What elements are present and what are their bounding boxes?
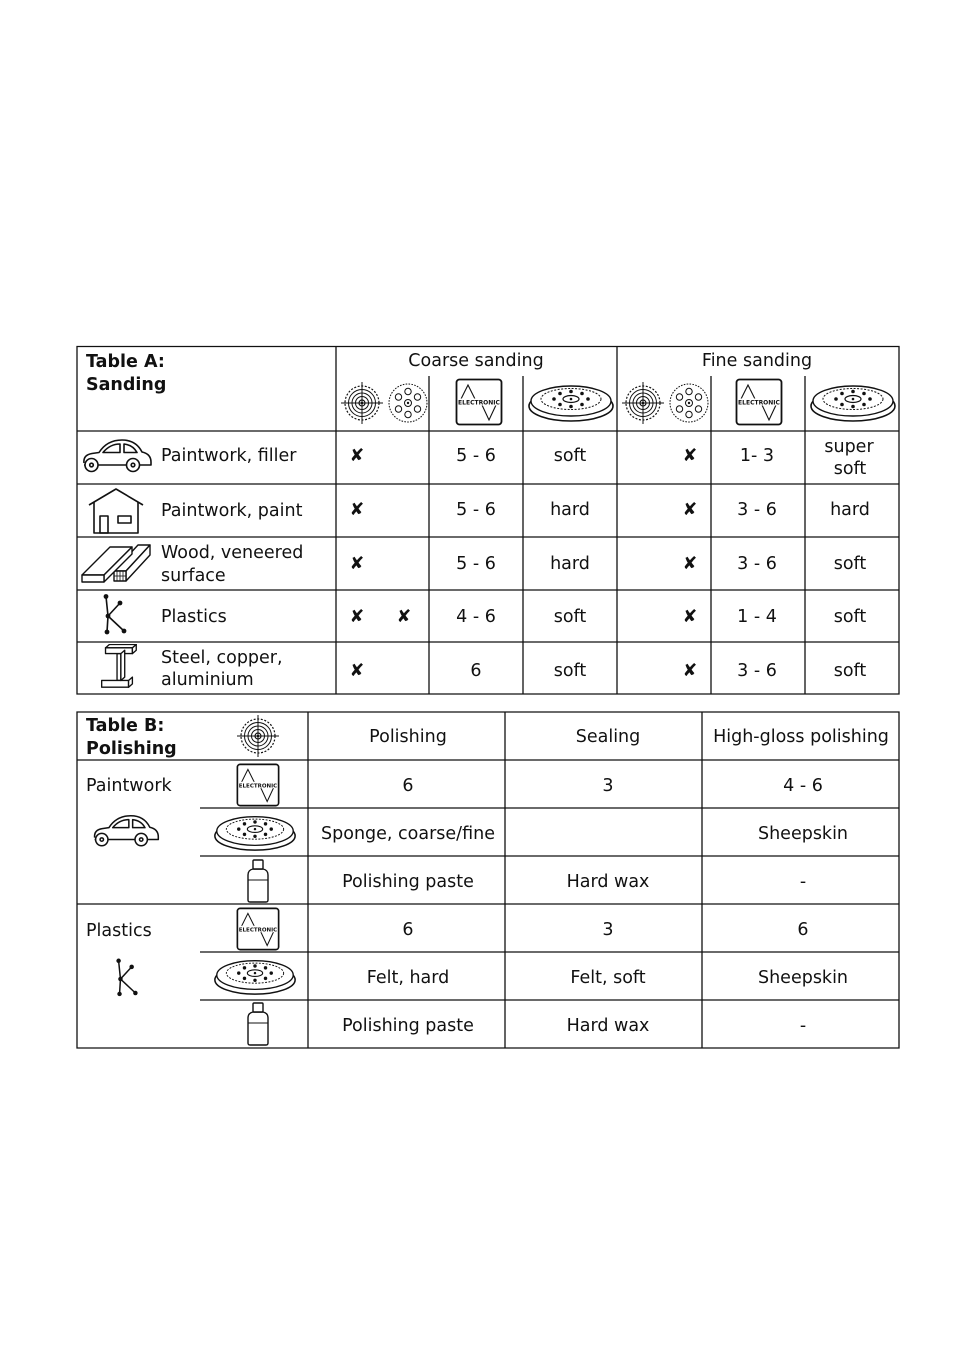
plastics-molecule-icon [100,594,130,638]
electronic-speed-icon [455,378,503,426]
row-label: Plastics [161,607,227,627]
steel-beam-icon [94,644,142,692]
coarse-speed: 5 - 6 [456,446,496,466]
table-cell: Polishing paste [342,1016,474,1036]
fine-mode-mark: ✘ [682,500,698,520]
column-header-high-gloss: High-gloss polishing [713,727,889,747]
coarse-mode-mark: ✘ [396,607,412,627]
table-cell: - [799,872,807,892]
table-cell: 6 [402,920,414,940]
table-cell: 3 [602,776,614,796]
fine-mode-mark: ✘ [682,554,698,574]
car-icon [90,812,162,850]
fine-mode-mark: ✘ [682,607,698,627]
table-cell: 3 [602,920,614,940]
table-cell: - [799,1016,807,1036]
rotary-pad-icon [667,381,711,425]
rotary-pad-icon [386,381,430,425]
column-header-polishing: Polishing [369,727,447,747]
fine-speed: 3 - 6 [737,554,777,574]
row-label: Wood, veneered [161,543,304,563]
table-cell: Felt, hard [366,968,450,988]
fine-pad: super [824,437,874,457]
fine-mode-mark: ✘ [682,661,698,681]
fine-speed: 3 - 6 [737,500,777,520]
coarse-sanding-header: Coarse sanding [408,351,544,371]
electronic-speed-icon [236,763,280,807]
table-cell: 4 - 6 [783,776,823,796]
fine-speed: 1- 3 [739,446,775,466]
eccentric-stroke-icon [621,381,665,425]
backing-pad-icon [808,379,898,425]
fine-pad: soft [833,459,867,479]
fine-mode-mark: ✘ [682,446,698,466]
polish-bottle-icon [243,1001,273,1047]
eccentric-stroke-icon [236,714,280,758]
electronic-speed-icon [735,378,783,426]
coarse-pad: soft [553,607,587,627]
group-label: Plastics [86,921,152,941]
row-label: Paintwork, filler [161,446,297,466]
backing-pad-icon [526,379,616,425]
coarse-pad: soft [553,661,587,681]
row-label: surface [161,566,226,586]
coarse-mode-mark: ✘ [349,554,365,574]
coarse-pad: hard [550,500,590,520]
table-b-title: Table B: [86,716,165,736]
fine-speed: 1 - 4 [737,607,777,627]
table-cell: 6 [797,920,809,940]
fine-pad: soft [833,554,867,574]
coarse-mode-mark: ✘ [349,500,365,520]
table-cell: Hard wax [566,872,650,892]
plastics-molecule-icon [113,958,141,1000]
table-a-subtitle: Sanding [86,375,167,395]
table-cell: 6 [402,776,414,796]
fine-sanding-header: Fine sanding [701,351,813,371]
backing-pad-icon [212,954,298,998]
group-label: Paintwork [86,776,172,796]
row-label: aluminium [161,670,254,690]
polish-bottle-icon [243,858,273,904]
table-cell: Sheepskin [757,968,849,988]
coarse-mode-mark: ✘ [349,661,365,681]
coarse-mode-mark: ✘ [349,446,365,466]
table-a-title: Table A: [86,352,165,372]
coarse-pad: hard [550,554,590,574]
backing-pad-icon [212,810,298,854]
coarse-mode-mark: ✘ [349,607,365,627]
fine-pad: soft [833,661,867,681]
table-cell: Felt, soft [570,968,646,988]
table-b-subtitle: Polishing [86,739,177,759]
electronic-speed-icon [236,907,280,951]
row-label: Paintwork, paint [161,501,303,521]
coarse-speed: 5 - 6 [456,500,496,520]
coarse-speed: 4 - 6 [456,607,496,627]
wood-planks-icon [80,541,152,587]
row-label: Steel, copper, [161,648,283,668]
table-cell: Hard wax [566,1016,650,1036]
fine-pad: hard [830,500,870,520]
eccentric-stroke-icon [340,381,384,425]
fine-pad: soft [833,607,867,627]
coarse-speed: 6 [470,661,482,681]
table-cell: Polishing paste [342,872,474,892]
car-icon [80,436,154,476]
coarse-speed: 5 - 6 [456,554,496,574]
column-header-sealing: Sealing [575,727,641,747]
table-cell: Sheepskin [757,824,849,844]
table-cell: Sponge, coarse/fine [321,824,495,844]
fine-speed: 3 - 6 [737,661,777,681]
house-icon [86,486,146,536]
coarse-pad: soft [553,446,587,466]
